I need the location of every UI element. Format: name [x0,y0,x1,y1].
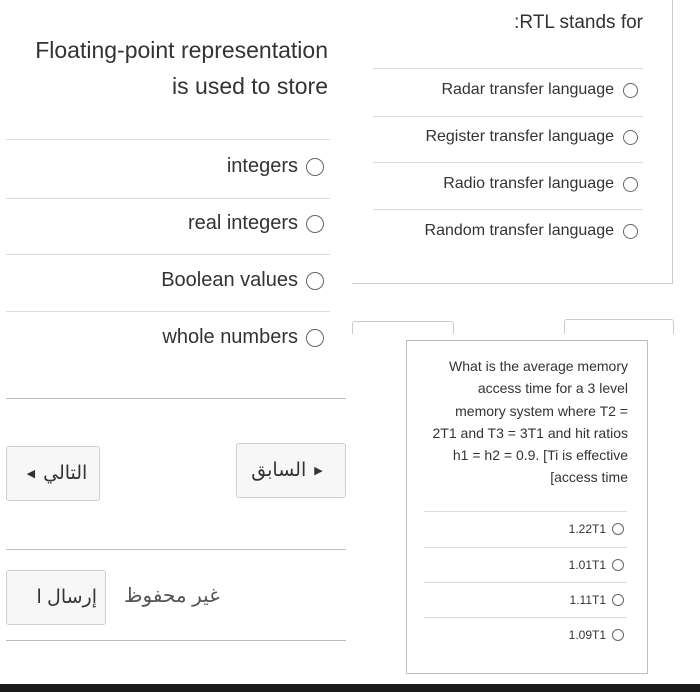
radio-button[interactable] [623,130,638,145]
option-integers[interactable] [227,155,324,178]
radio-button[interactable] [306,272,324,290]
option-label: 1.09T1 [568,627,606,642]
option-label: whole numbers [162,326,298,349]
next-button[interactable] [6,446,100,501]
question-title-line2: is used to store [172,73,328,99]
option-register-transfer-language[interactable] [425,128,638,146]
submit-label: إرسال ا [36,587,97,608]
radio-button[interactable] [612,559,624,571]
question-line: [access time [550,469,628,486]
option-1-09t1[interactable] [569,627,624,642]
option-1-01t1[interactable] [569,557,624,572]
option-label: Register transfer language [425,128,614,145]
question-line: access time for a 3 level [477,380,628,397]
option-whole-numbers[interactable] [162,326,324,349]
option-label: Radar transfer language [441,81,614,98]
radio-button[interactable] [612,629,624,641]
option-real-integers[interactable] [188,212,324,235]
next-label: التالي [43,463,88,484]
option-label: 1.22T1 [568,521,606,536]
question-floating-point [35,32,328,104]
question-memory-text [433,355,628,489]
radio-button[interactable] [623,177,638,192]
option-label: Boolean values [161,269,298,292]
question-line: memory system where T2 = [455,402,628,419]
nav-tab[interactable] [352,321,454,334]
nav-tab[interactable] [564,319,674,334]
triangle-left-icon: ◀ [26,468,36,480]
radio-button[interactable] [612,594,624,606]
question-line: What is the average memory [449,358,628,374]
previous-button[interactable] [236,443,346,498]
option-random-transfer-language[interactable] [425,222,638,240]
option-radio-transfer-language[interactable] [443,175,638,193]
radio-button[interactable] [306,329,324,347]
option-label: 1.01T1 [568,557,606,572]
option-label: integers [226,155,298,178]
option-label: 1.11T1 [569,592,606,607]
option-label: Radio transfer language [443,175,614,192]
option-boolean-values[interactable] [161,269,324,292]
radio-button[interactable] [306,158,324,176]
previous-label: السابق [251,460,307,481]
radio-button[interactable] [623,83,638,98]
unsaved-status: غير محفوظ [124,585,220,607]
submit-button[interactable] [6,570,106,625]
option-1-22t1[interactable] [569,521,624,536]
radio-button[interactable] [612,523,624,535]
option-radar-transfer-language[interactable] [441,81,638,99]
option-1-11t1[interactable] [570,592,624,607]
option-label: real integers [187,212,298,235]
radio-button[interactable] [623,224,638,239]
radio-button[interactable] [306,215,324,233]
bottom-edge [0,684,700,692]
triangle-right-icon: ▶ [314,465,323,477]
question-rtl-title: :RTL stands for [514,12,643,33]
question-title-line1: Floating-point representation [35,37,328,63]
question-line: h1 = h2 = 0.9. [Ti is effective [452,447,628,464]
option-label: Random transfer language [424,222,614,239]
question-line: 2T1 and T3 = 3T1 and hit ratios [432,424,628,441]
